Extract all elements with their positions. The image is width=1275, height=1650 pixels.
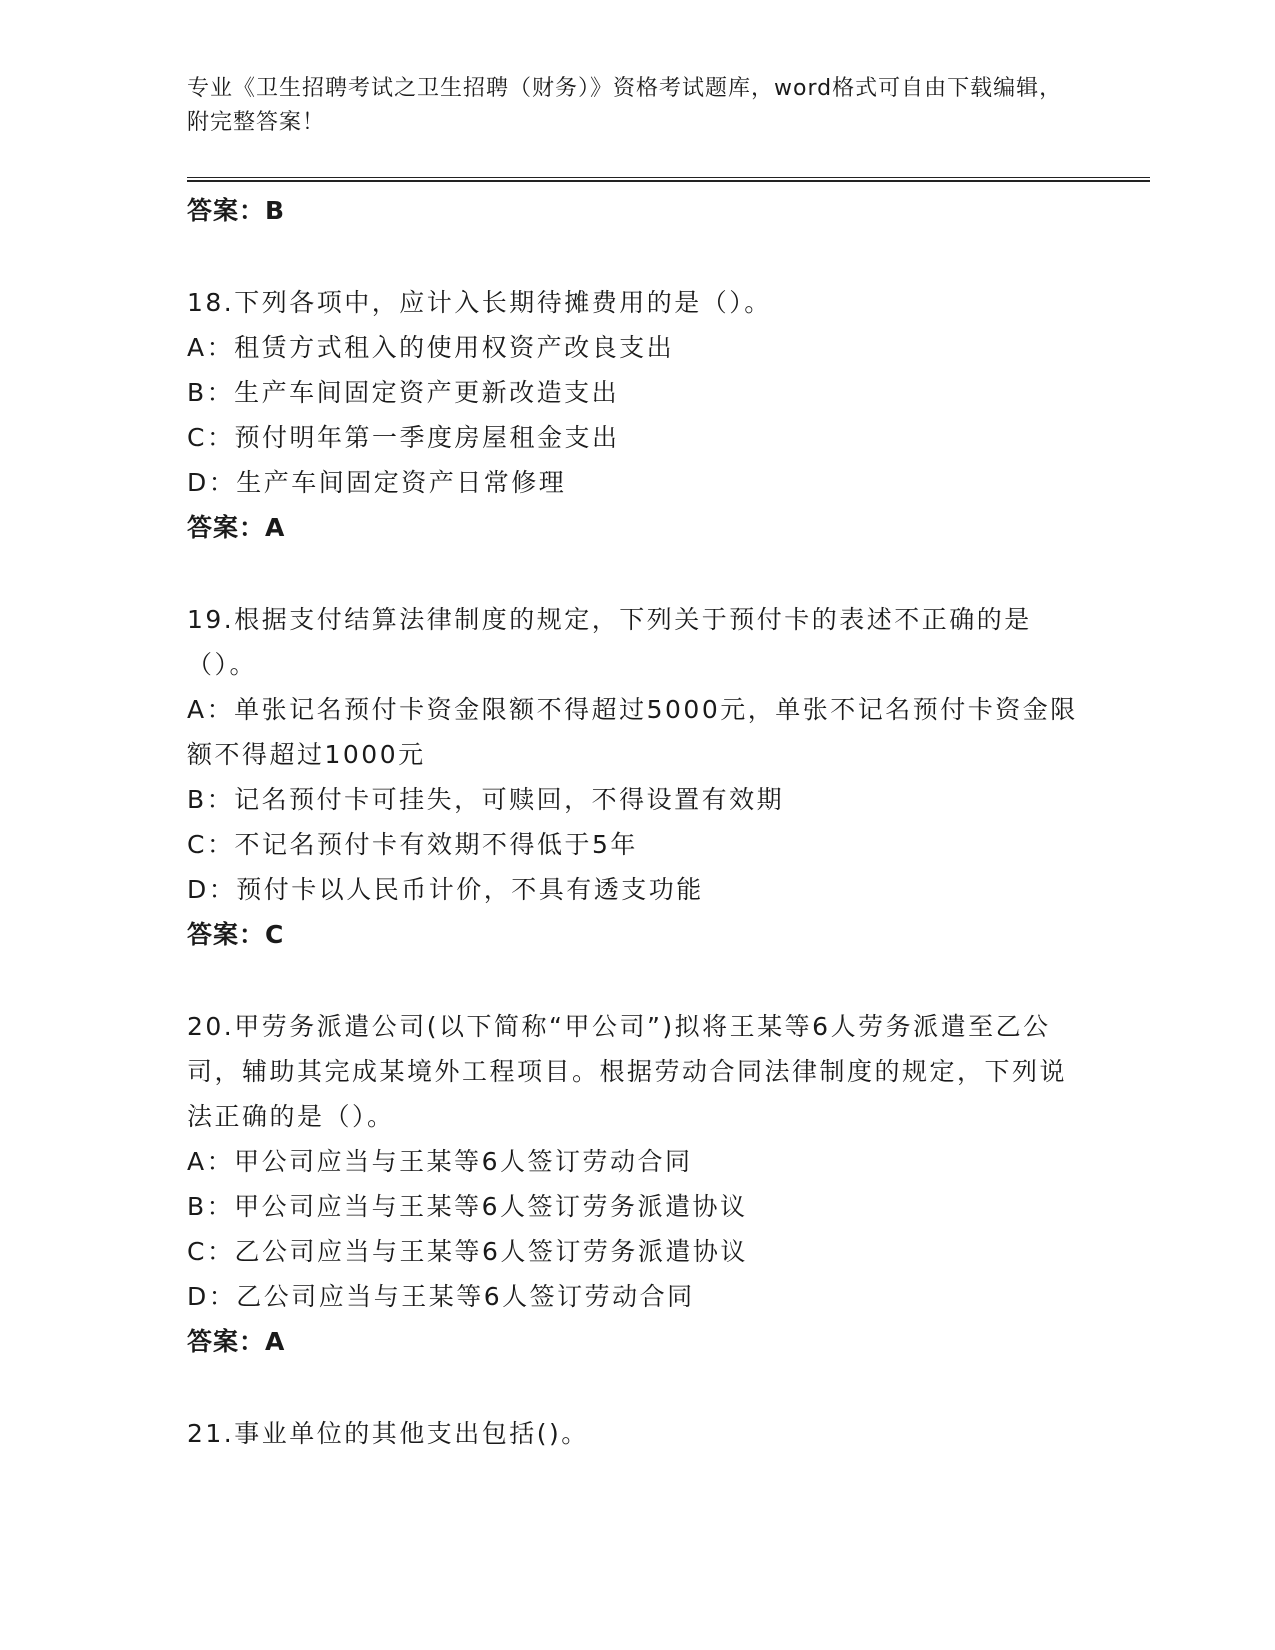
question-block-18 (187, 280, 1087, 550)
option-b: B：甲公司应当与王某等6人签订劳务派遣协议 (187, 1192, 748, 1221)
question-list (187, 188, 1087, 1456)
question-stem: 18.下列各项中，应计入长期待摊费用的是（）。 (187, 288, 772, 317)
answer-label: 答案：A (187, 513, 286, 542)
option-c: C：乙公司应当与王某等6人签订劳务派遣协议 (187, 1237, 748, 1266)
question-block-19 (187, 597, 1087, 957)
option-a: A：租赁方式租入的使用权资产改良支出 (187, 333, 675, 362)
answer-label: 答案：A (187, 1327, 286, 1356)
option-d: D：生产车间固定资产日常修理 (187, 468, 567, 497)
page-header: 专业《卫生招聘考试之卫生招聘（财务）》资格考试题库，word格式可自由下载编辑，附完整答案！ (187, 76, 1063, 135)
option-c: C：不记名预付卡有效期不得低于5年 (187, 830, 638, 859)
header-divider (187, 177, 1150, 182)
option-d: D：乙公司应当与王某等6人签订劳动合同 (187, 1282, 695, 1311)
answer-label: 答案：C (187, 920, 285, 949)
question-stem: 19.根据支付结算法律制度的规定，下列关于预付卡的表述不正确的是（）。 (187, 605, 1032, 679)
option-c: C：预付明年第一季度房屋租金支出 (187, 423, 620, 452)
question-block-21 (187, 1411, 1087, 1456)
option-a: A：单张记名预付卡资金限额不得超过5000元，单张不记名预付卡资金限额不得超过1000元 (187, 695, 1078, 769)
option-a: A：甲公司应当与王某等6人签订劳动合同 (187, 1147, 693, 1176)
answer-label: 答案：B (187, 196, 286, 225)
question-stem: 21.事业单位的其他支出包括()。 (187, 1419, 589, 1448)
option-d: D：预付卡以人民币计价，不具有透支功能 (187, 875, 704, 904)
question-stem: 20.甲劳务派遣公司(以下简称“甲公司”)拟将王某等6人劳务派遣至乙公司，辅助其完成某境外工程项目。根据劳动合同法律制度的规定，下列说法正确的是（）。 (187, 1012, 1068, 1131)
option-b: B：生产车间固定资产更新改造支出 (187, 378, 620, 407)
option-b: B：记名预付卡可挂失，可赎回，不得设置有效期 (187, 785, 785, 814)
question-block-20 (187, 1004, 1087, 1364)
